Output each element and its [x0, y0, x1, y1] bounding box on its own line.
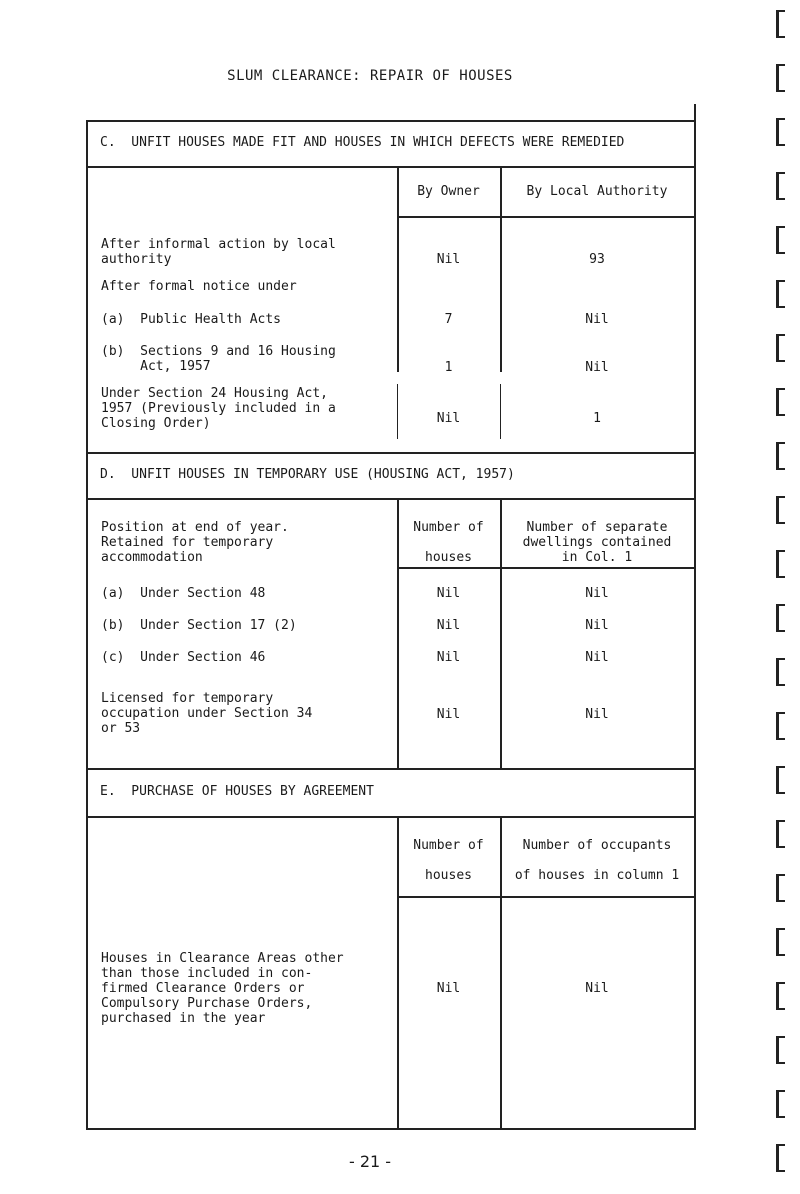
row-section-17-dwellings: Nil [585, 618, 609, 633]
row-licensed-temporary-label: Licensed for temporary occupation under Section 34 or 53 [101, 691, 313, 736]
row-section-24-authority: 1 [593, 411, 601, 426]
row-section-24-label: Under Section 24 Housing Act, 1957 (Previously included in a Closing Order) [101, 386, 336, 431]
page-number: - 21 - [348, 1152, 392, 1171]
row-public-health-authority: Nil [585, 312, 609, 327]
row-section-48-dwellings: Nil [585, 586, 609, 601]
row-clearance-areas-number: Nil [436, 981, 461, 996]
row-formal-notice-label: After formal notice under [101, 279, 297, 294]
row-licensed-temporary-number: Nil [436, 707, 461, 722]
row-licensed-temporary-dwellings: Nil [585, 707, 609, 722]
row-informal-action-authority: 93 [589, 252, 605, 267]
row-clearance-areas-occupants: Nil [585, 981, 609, 996]
col-e-number-of-occupants: Number of occupants of houses in column 1 [514, 838, 680, 883]
row-clearance-areas-label: Houses in Clearance Areas other than those included in con- firmed Clearance Orders or Compulsory Purchase Orders, purchased in the year [101, 951, 344, 1026]
row-sections-9-16-label: (b) Sections 9 and 16 Housing Act, 1957 [101, 344, 336, 374]
page-title: SLUM CLEARANCE: REPAIR OF HOUSES [227, 68, 513, 84]
row-sections-9-16-owner: 1 [444, 360, 453, 375]
col-e-number-of-houses: Number of houses [413, 838, 484, 883]
section-e-heading: E. PURCHASE OF HOUSES BY AGREEMENT [100, 784, 374, 799]
row-informal-action-owner: Nil [436, 252, 461, 267]
col-by-local-authority: By Local Authority [526, 184, 668, 199]
row-informal-action-label: After informal action by local authority [101, 237, 336, 267]
section-d-heading: D. UNFIT HOUSES IN TEMPORARY USE (HOUSING ACT, 1957) [100, 467, 515, 482]
row-section-46-label: (c) Under Section 46 [101, 650, 266, 665]
col-by-owner: By Owner [417, 184, 480, 199]
row-public-health-owner: 7 [444, 312, 453, 327]
col-number-of-houses: Number of houses [413, 520, 484, 565]
section-c-heading: C. UNFIT HOUSES MADE FIT AND HOUSES IN WHICH DEFECTS WERE REMEDIED [100, 135, 625, 150]
row-section-46-dwellings: Nil [585, 650, 609, 665]
row-section-17-number: Nil [436, 618, 461, 633]
row-section-48-label: (a) Under Section 48 [101, 586, 266, 601]
col-separate-dwellings: Number of separate dwellings contained in Col. 1 [522, 520, 672, 565]
col-position-end-of-year: Position at end of year. Retained for temporary accommodation [101, 520, 289, 565]
row-section-46-number: Nil [436, 650, 461, 665]
row-section-17-label: (b) Under Section 17 (2) [101, 618, 297, 633]
binding-edge [768, 0, 792, 1194]
row-public-health-label: (a) Public Health Acts [101, 312, 282, 327]
row-section-24-owner: Nil [436, 411, 461, 426]
row-sections-9-16-authority: Nil [585, 360, 609, 375]
row-section-48-number: Nil [436, 586, 461, 601]
